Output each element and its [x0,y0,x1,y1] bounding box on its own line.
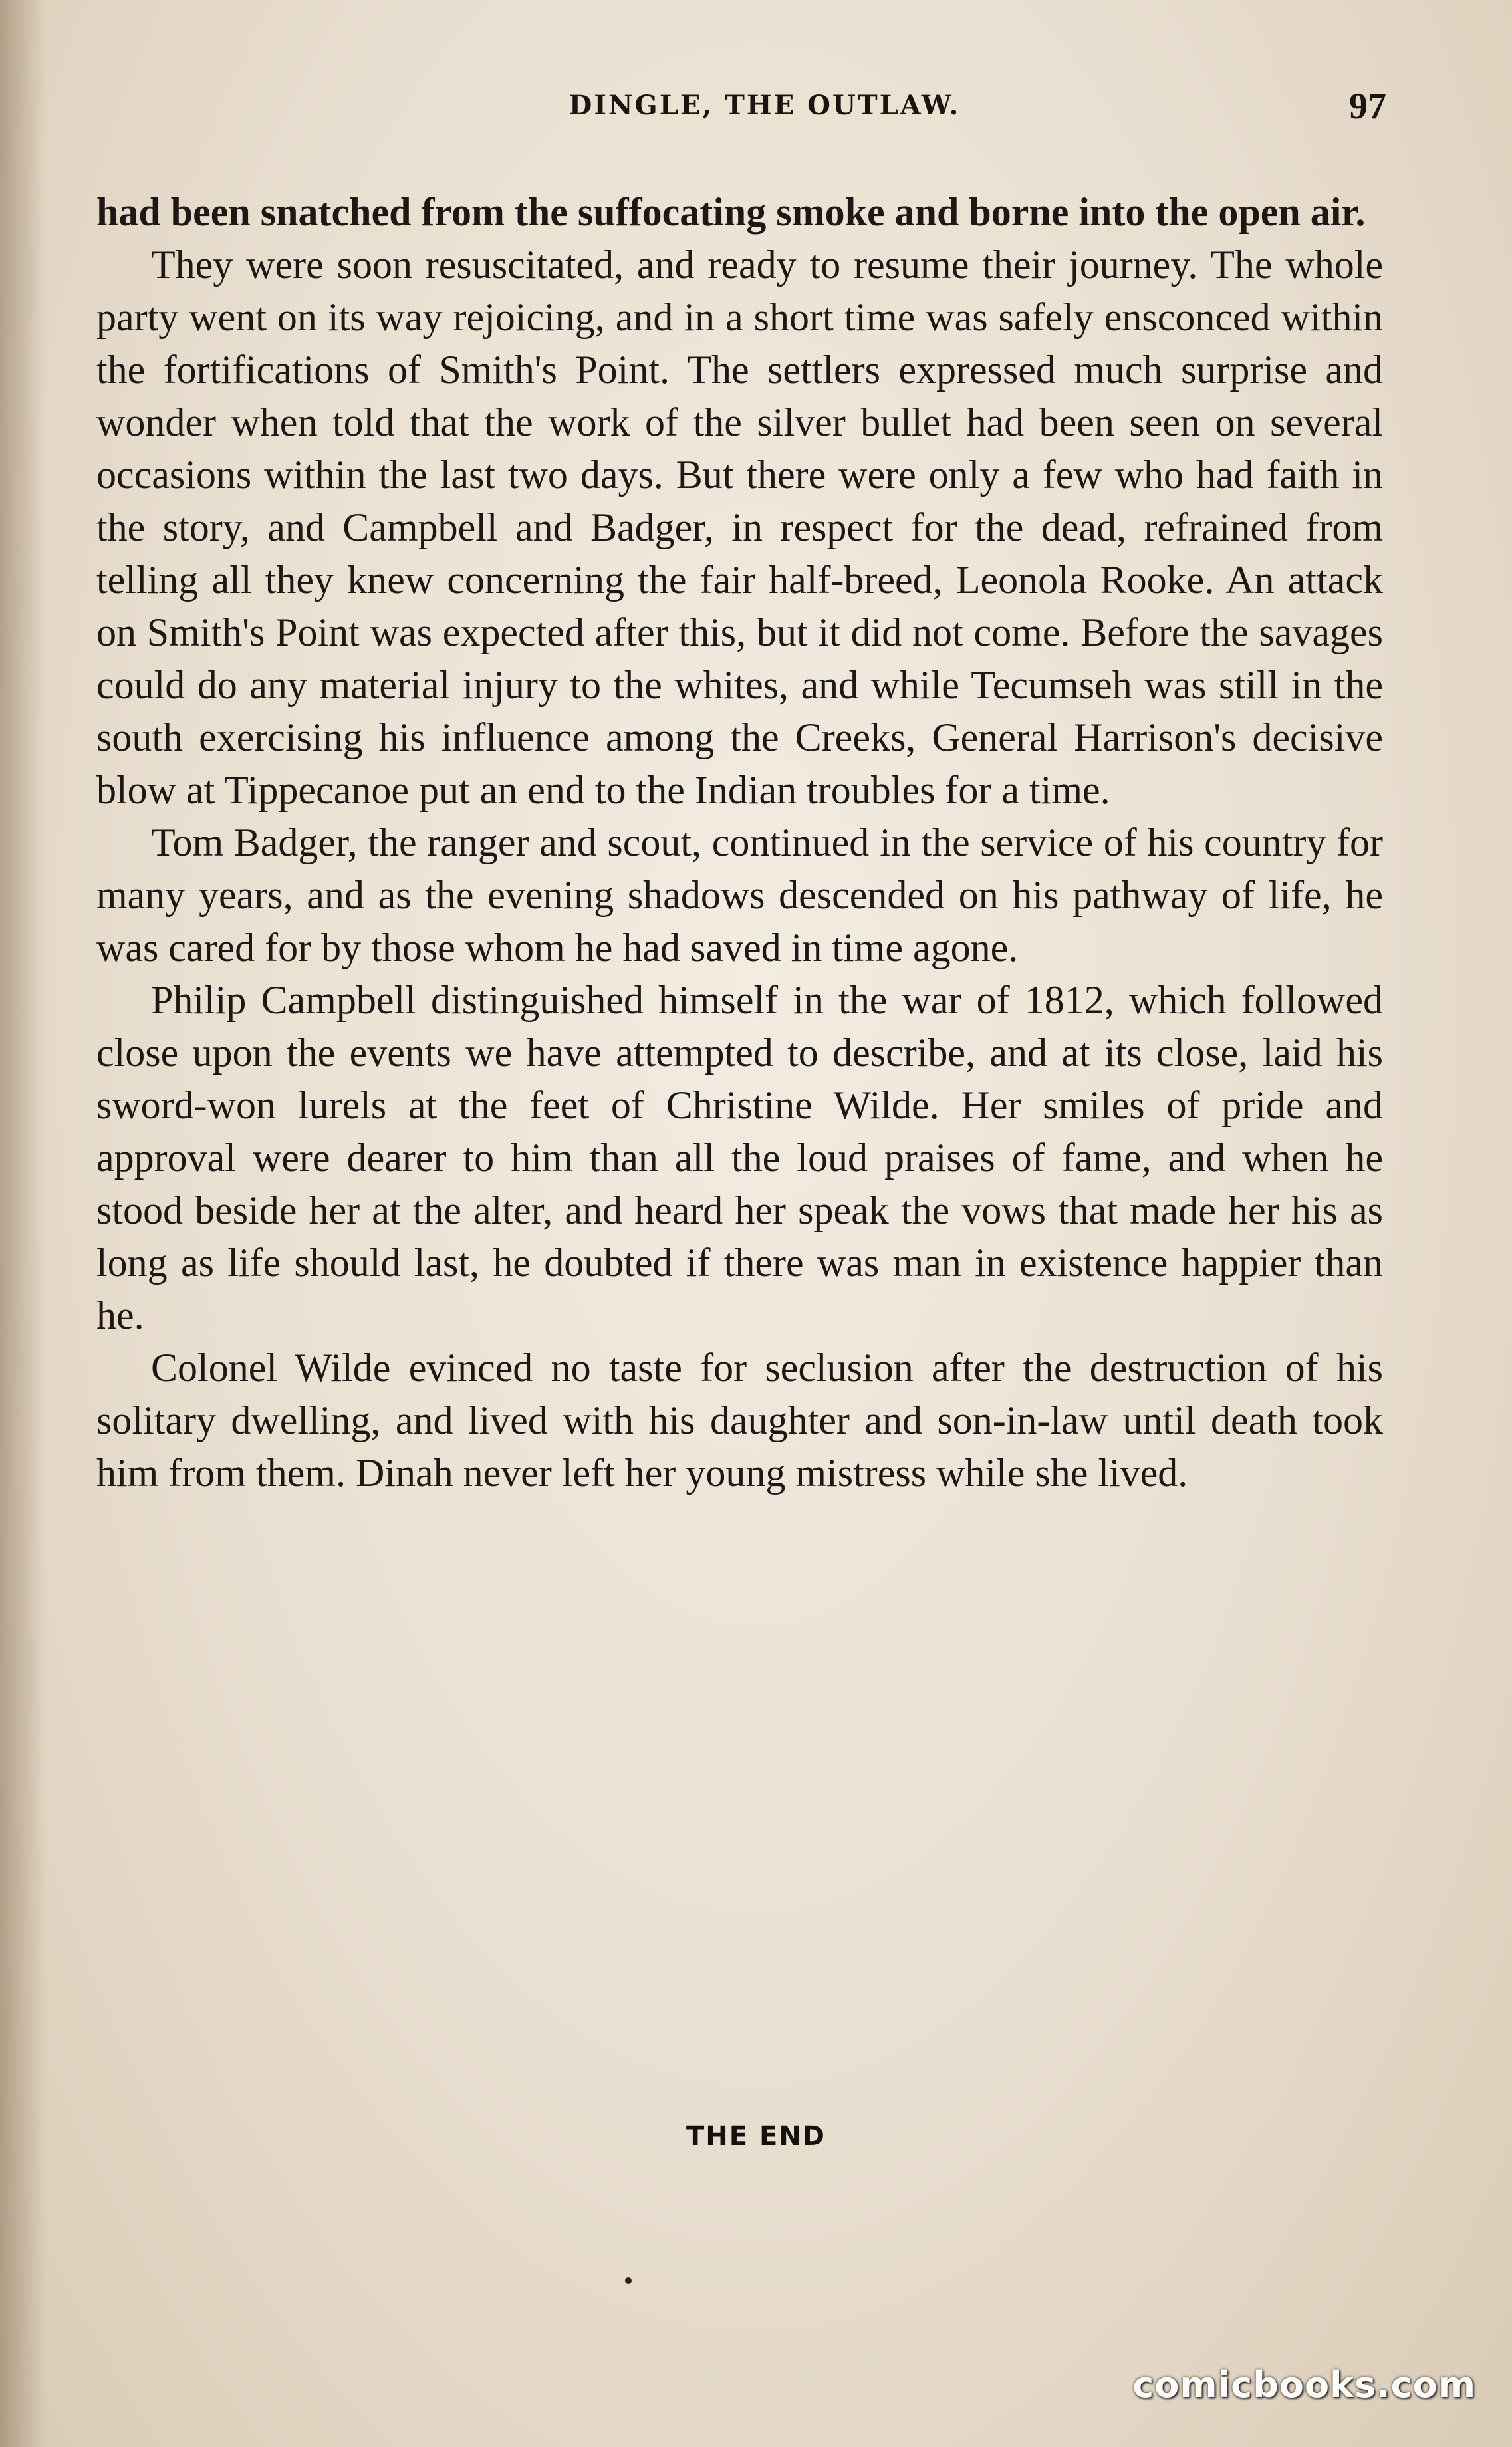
body-text [96,186,1383,1499]
paragraph-continuation: had been snatched from the suffocating smoke and borne into the open air. [96,190,1366,234]
page-number: 97 [1349,86,1386,127]
the-end-label: THE END [686,2121,826,2152]
spine-shadow [0,0,47,2447]
watermark-logo: comicbooks.com [1132,2364,1476,2406]
printer-dot [625,2277,632,2284]
paragraph-philip-campbell: Philip Campbell distinguished himself in the war of 1812, which followed close upon the events we have attempted to describe, and at its close, laid his sword-won lurels at the feet of Christine Wilde. Her smiles of pride and approval were dearer to him than all the loud praises of fame, and when he stood beside her at the alter, and heard her speak the vows that made her his as long as life should last, he doubted if there was man in existence happier than he. [96,978,1383,1337]
paragraph-colonel-wilde: Colonel Wilde evinced no taste for seclusion after the destruction of his solitary dwelling, and lived with his daughter and son-in-law until death took him from them. Dinah never left her young mistress while she lived. [96,1346,1383,1495]
paragraph-tom-badger: Tom Badger, the ranger and scout, continued in the service of his country for many years, and as the evening shadows descended on his pathway of life, he was cared for by those whom he had saved in time agone. [96,821,1383,969]
running-head-title: DINGLE, THE OUTLAW. [568,90,961,121]
paragraph-journey: They were soon resuscitated, and ready to resume their journey. The whole party went on its way rejoicing, and in a short time was safely ensconced within the fortifications of Smith's Point. The settlers expressed much surprise and wonder when told that the work of the silver bullet had been seen on several occasions within the last two days. But there were only a few who had faith in the story, and Campbell and Badger, in respect for the dead, refrained from telling all they knew concerning the fair half-breed, Leonola Rooke. An attack on Smith's Point was expected after this, but it did not come. Before the savages could do any material injury to the whites, and while Tecumseh was still in the south exercising his influence among the Creeks, General Harrison's decisive blow at Tippecanoe put an end to the Indian troubles for a time. [96,243,1383,812]
